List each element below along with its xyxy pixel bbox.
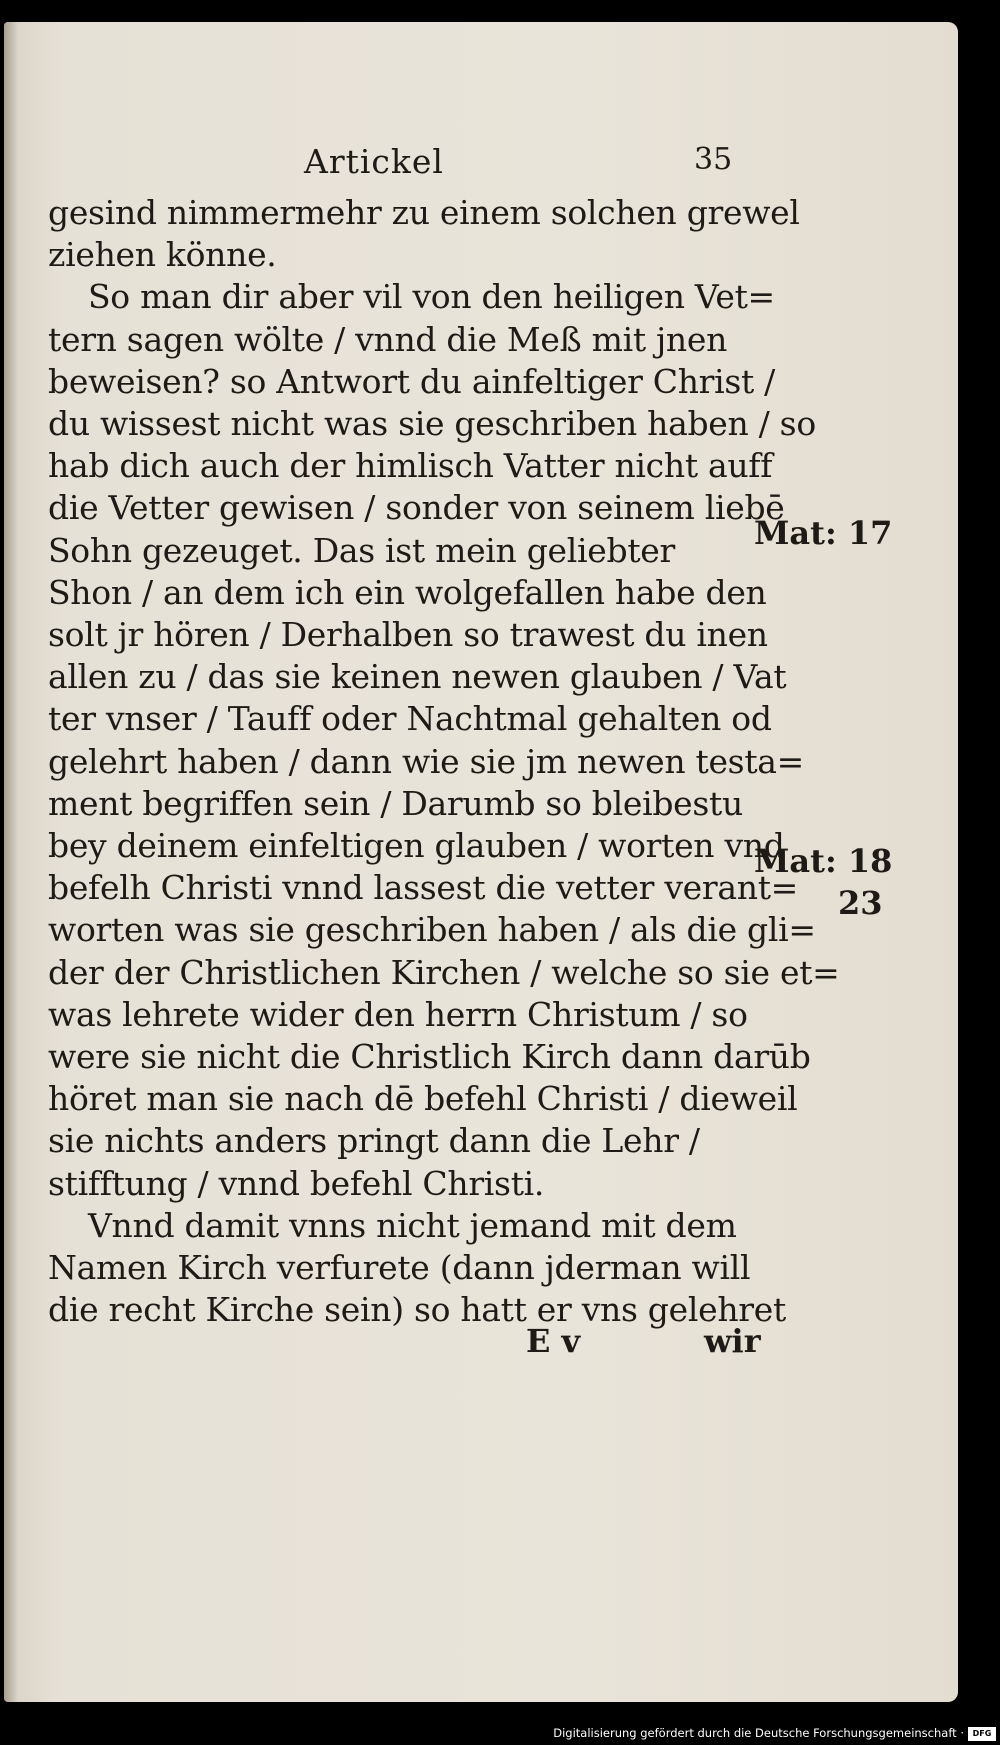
book-page xyxy=(4,22,958,1702)
text-line: befelh Christi vnnd lassest die vetter verant= xyxy=(48,868,799,908)
text-line: die recht Kirche sein) so hatt er vns gelehret xyxy=(48,1290,786,1330)
text-line: worten was sie geschriben haben / als die gli= xyxy=(48,910,816,950)
text-line: ter vnser / Tauff oder Nachtmal gehalten od xyxy=(48,699,772,739)
margin-note: 23 xyxy=(838,884,883,922)
text-line: stifftung / vnnd befehl Christi. xyxy=(48,1163,545,1203)
signature-mark: E v xyxy=(526,1322,581,1360)
catchword: wir xyxy=(704,1322,761,1360)
text-line: So man dir aber vil von den heiligen Vet= xyxy=(88,277,775,317)
text-line: Namen Kirch verfurete (dann jderman will xyxy=(48,1248,751,1288)
text-line: sie nichts anders pringt dann die Lehr / xyxy=(48,1121,700,1161)
text-line: allen zu / das sie keinen newen glauben / Vat xyxy=(48,657,787,697)
text-line: ziehen könne. xyxy=(48,235,277,275)
text-line: Vnnd damit vnns nicht jemand mit dem xyxy=(88,1205,737,1245)
text-line: die Vetter gewisen / sonder von seinem liebē xyxy=(48,488,785,528)
text-line: solt jr hören / Derhalben so trawest du inen xyxy=(48,615,768,655)
page-number: 35 xyxy=(694,142,733,177)
text-line: beweisen? so Antwort du ainfeltiger Christ / xyxy=(48,361,775,401)
dfg-logo: DFG xyxy=(968,1727,996,1741)
funding-credit: Digitalisierung gefördert durch die Deutsche Forschungsgemeinschaft · xyxy=(553,1726,964,1740)
text-line: tern sagen wölte / vnnd die Meß mit jnen xyxy=(48,319,728,359)
text-line: höret man sie nach dē befehl Christi / dieweil xyxy=(48,1079,798,1119)
margin-note: Mat: 18 xyxy=(754,842,893,880)
text-line: du wissest nicht was sie geschriben haben / so xyxy=(48,404,816,444)
text-line: hab dich auch der himlisch Vatter nicht auff xyxy=(48,446,773,486)
text-line: Sohn gezeuget. Das ist mein geliebter xyxy=(48,530,675,570)
text-line: Shon / an dem ich ein wolgefallen habe den xyxy=(48,572,767,612)
text-line: were sie nicht die Christlich Kirch dann darūb xyxy=(48,1037,811,1077)
text-line: gesind nimmermehr zu einem solchen grewel xyxy=(48,193,800,232)
text-line: gelehrt haben / dann wie sie jm newen testa= xyxy=(48,741,805,781)
text-line: was lehrete wider den herrn Christum / so xyxy=(48,994,748,1034)
text-line: bey deinem einfeltigen glauben / worten vnd xyxy=(48,826,785,866)
text-line: ment begriffen sein / Darumb so bleibestu xyxy=(48,783,743,823)
margin-note: Mat: 17 xyxy=(754,514,893,552)
running-title: Artickel xyxy=(304,142,444,181)
text-line: der der Christlichen Kirchen / welche so sie et= xyxy=(48,952,840,992)
page-spine-shadow xyxy=(4,22,18,1702)
